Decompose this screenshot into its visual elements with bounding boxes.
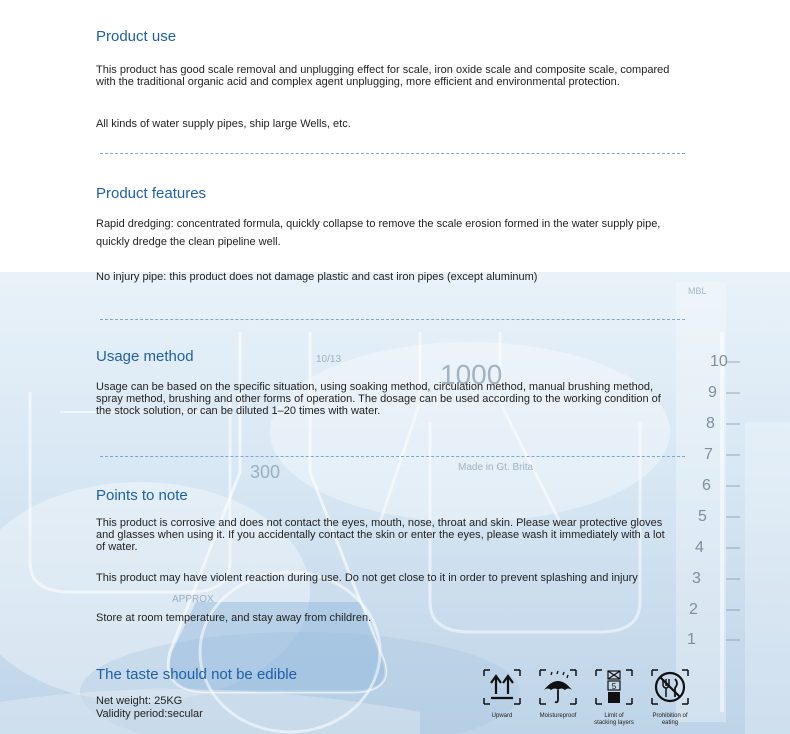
package-icon-label: Limit of stacking layers (594, 713, 634, 726)
product-use-applications: All kinds of water supply pipes, ship large Wells, etc. (96, 118, 351, 130)
scale-mark: 7 (704, 446, 713, 463)
stacking-limit-value: 5 (611, 682, 617, 691)
package-icon-label: Upward (491, 713, 513, 719)
no-eating-icon (650, 668, 690, 706)
package-icon-upward (482, 668, 522, 724)
product-use-title: Product use (96, 28, 177, 45)
points-to-note-corrosive: This product is corrosive and does not contact the eyes, mouth, nose, throat and skin. Please wear protective gloves and glasses when using it. If you accidentally contact the skin or enter the eyes, please wash it immediately with a lot of water. (96, 517, 665, 553)
net-weight: Net weight: 25KG (96, 695, 183, 707)
product-features-dredging: Rapid dredging: concentrated formula, quickly collapse to remove the scale erosion formed in the water supply pipe, quickly dredge the clean pipeline well. (96, 218, 661, 248)
usage-method-paragraph: Usage can be based on the specific situation, using soaking method, circulation method, manual brushing method, spray method, brushing and other forms of operation. The dosage can be used according to the working condition of the stock solution, or can be diluted 1–20 times with water. (96, 381, 661, 417)
section-divider (100, 319, 685, 320)
product-features-no-injury: No injury pipe: this product does not damage plastic and cast iron pipes (except aluminum) (96, 271, 538, 283)
product-use-paragraph: This product has good scale removal and unplugging effect for scale, iron oxide scale and composite scale, compared with the traditional organic acid and complex agent unplugging, more efficient and environmental protection. (96, 64, 670, 88)
taste-warning-title: The taste should not be edible (96, 666, 297, 683)
points-to-note-title: Points to note (96, 487, 188, 504)
package-icon-stacking (594, 668, 634, 724)
scale-mark: 6 (702, 477, 711, 494)
scale-mark: 3 (692, 570, 701, 587)
scale-mark: 8 (706, 415, 715, 432)
package-icon-moistureproof (538, 668, 578, 724)
package-icon-label: Prohibition of eating (652, 713, 688, 726)
flask-volume-text: 1000 (440, 359, 503, 390)
validity-period: Validity period:secular (96, 708, 203, 720)
scale-mark: 10 (710, 353, 728, 370)
scale-mark: 9 (708, 384, 717, 401)
cylinder-top-label: MBL (688, 286, 707, 296)
scale-mark: 4 (695, 539, 704, 556)
package-icon-label: Moistureproof (539, 713, 577, 719)
scale-mark: 1 (687, 631, 696, 648)
beaker-volume-text: 300 (250, 462, 281, 482)
product-features-title: Product features (96, 185, 207, 202)
scale-mark: 2 (689, 601, 698, 618)
made-in-text: Made in Gt. Brita (458, 462, 534, 473)
umbrella-icon (538, 668, 578, 706)
points-to-note-storage: Store at room temperature, and stay away from children. (96, 612, 372, 624)
scale-mark: 5 (698, 508, 707, 525)
points-to-note-reaction: This product may have violent reaction during use. Do not get close to it in order to prevent splashing and injury (96, 572, 638, 584)
usage-method-title: Usage method (96, 348, 194, 365)
package-icon-no-eating (650, 668, 690, 724)
section-divider (100, 456, 685, 457)
approx-text: APPROX (172, 594, 214, 605)
stacking-limit-icon (594, 668, 634, 706)
vessel-label-text: 10/13 (316, 354, 342, 365)
upward-arrows-icon (482, 668, 522, 706)
section-divider (100, 153, 685, 154)
